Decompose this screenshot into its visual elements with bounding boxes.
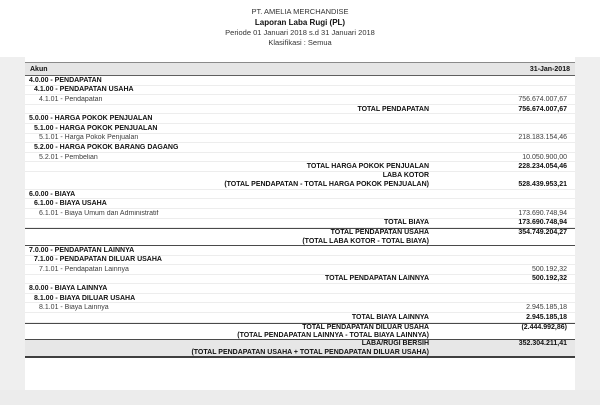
report-classification: Klasifikasi : Semua <box>268 38 332 47</box>
amount-value: 2.945.185,18 <box>526 304 567 312</box>
account-row <box>25 265 575 275</box>
company-name: PT. AMELIA MERCHANDISE <box>251 7 349 16</box>
account-group-label: 6.0.00 - BIAYA <box>29 190 76 198</box>
account-row <box>25 209 575 219</box>
account-row <box>25 134 575 144</box>
total-label <box>25 229 447 246</box>
section-row <box>25 190 575 200</box>
viewport-margin-bottom <box>0 390 600 405</box>
total-label: TOTAL BIAYA <box>384 219 429 227</box>
total-label <box>25 172 447 189</box>
total-label-line1: TOTAL PENDAPATAN USAHA <box>330 229 429 237</box>
total-value-line1: 352.304.211,41 <box>518 340 567 348</box>
total-label: TOTAL BIAYA LAINNYA <box>351 313 429 321</box>
account-group-label: 5.0.00 - HARGA POKOK PENJUALAN <box>29 115 153 123</box>
account-group-label: 6.1.00 - BIAYA USAHA <box>34 200 107 208</box>
column-header-account: Akun <box>30 65 48 73</box>
total-value: 500.192,32 <box>531 275 567 283</box>
account-label: 4.1.01 - Pendapatan <box>39 95 103 103</box>
account-row <box>25 153 575 163</box>
total-row <box>25 105 575 115</box>
account-row <box>25 95 575 105</box>
total-value-line2 <box>447 238 567 247</box>
total-row <box>25 219 575 229</box>
total-row <box>25 172 575 190</box>
total-value <box>447 324 575 341</box>
report-page <box>25 0 575 390</box>
total-row <box>25 313 575 323</box>
total-value: 2.945.185,18 <box>526 313 567 321</box>
report-title: Laporan Laba Rugi (PL) <box>254 18 346 27</box>
total-label <box>25 340 447 357</box>
total-label-line2: (TOTAL PENDAPATAN LAINNYA - TOTAL BIAYA LAINNYA) <box>237 332 429 340</box>
section-row <box>25 76 575 86</box>
account-group-label: 4.1.00 - PENDAPATAN USAHA <box>34 86 134 94</box>
amount-value: 218.183.154,46 <box>518 134 567 142</box>
account-group-label: 4.0.00 - PENDAPATAN <box>29 76 102 84</box>
account-group-label: 7.1.00 - PENDAPATAN DILUAR USAHA <box>34 256 162 264</box>
section-row <box>25 246 575 256</box>
total-value-line1: (2.444.992,86) <box>521 323 567 331</box>
total-row <box>25 162 575 172</box>
amount-value: 10.050.900,00 <box>522 153 567 161</box>
total-label-line1: LABA/RUGI BERSIH <box>361 340 429 348</box>
section-row <box>25 294 575 304</box>
viewport-margin-left <box>0 57 25 405</box>
total-value-line1 <box>447 172 567 181</box>
total-row <box>25 275 575 285</box>
total-label-line2: (TOTAL PENDAPATAN USAHA + TOTAL PENDAPATAN DILUAR USAHA) <box>191 349 429 357</box>
amount-value: 756.674.007,67 <box>518 95 567 103</box>
account-label: 7.1.01 - Pendapatan Lainnya <box>39 265 129 273</box>
viewport-margin-right <box>575 57 600 405</box>
section-row <box>25 143 575 153</box>
table-header-row <box>25 62 575 76</box>
total-label: TOTAL PENDAPATAN LAINNYA <box>325 275 429 283</box>
total-row <box>25 340 575 358</box>
section-row <box>25 284 575 294</box>
account-label: 5.2.01 - Pembelian <box>39 153 98 161</box>
account-group-label: 5.2.00 - HARGA POKOK BARANG DAGANG <box>34 143 179 151</box>
account-group-label: 7.0.00 - PENDAPATAN LAINNYA <box>29 246 135 254</box>
amount-value: 500.192,32 <box>531 265 567 273</box>
column-header-date: 31-Jan-2018 <box>529 65 570 73</box>
report-rows <box>25 76 575 358</box>
account-label: 6.1.01 - Biaya Umum dan Administratif <box>39 209 159 217</box>
total-value: 173.690.748,94 <box>518 219 567 227</box>
section-row <box>25 86 575 96</box>
section-row <box>25 256 575 266</box>
section-row <box>25 199 575 209</box>
account-group-label: 5.1.00 - HARGA POKOK PENJUALAN <box>34 124 158 132</box>
total-value: 756.674.007,67 <box>518 105 567 113</box>
account-label: 8.1.01 - Biaya Lainnya <box>39 304 109 312</box>
account-row <box>25 303 575 313</box>
total-label: TOTAL HARGA POKOK PENJUALAN <box>306 163 429 171</box>
total-label: TOTAL PENDAPATAN <box>357 105 429 113</box>
total-row <box>25 228 575 246</box>
total-value-line2: 528.439.953,21 <box>518 180 567 188</box>
total-value: 228.234.054,46 <box>518 163 567 171</box>
report-header <box>25 0 575 48</box>
account-group-label: 8.1.00 - BIAYA DILUAR USAHA <box>34 294 136 302</box>
total-value <box>447 229 575 246</box>
amount-value: 173.690.748,94 <box>518 209 567 217</box>
total-value <box>447 172 575 189</box>
account-group-label: 8.0.00 - BIAYA LAINNYA <box>29 285 108 293</box>
total-value-line1: 354.749.204,27 <box>518 229 567 237</box>
total-label-line2: (TOTAL PENDAPATAN - TOTAL HARGA POKOK PENJUALAN) <box>224 180 429 188</box>
total-label-line1: LABA KOTOR <box>382 171 429 179</box>
section-row <box>25 124 575 134</box>
total-label-line1: TOTAL PENDAPATAN DILUAR USAHA <box>302 323 429 331</box>
total-label-line2: (TOTAL LABA KOTOR - TOTAL BIAYA) <box>302 237 429 245</box>
total-label <box>25 324 447 341</box>
account-label: 5.1.01 - Harga Pokok Penjualan <box>39 134 139 142</box>
section-row <box>25 114 575 124</box>
total-row <box>25 323 575 341</box>
total-value-line2 <box>447 349 567 358</box>
total-value <box>447 340 575 357</box>
report-period: Periode 01 Januari 2018 s.d 31 Januari 2018 <box>225 28 375 37</box>
